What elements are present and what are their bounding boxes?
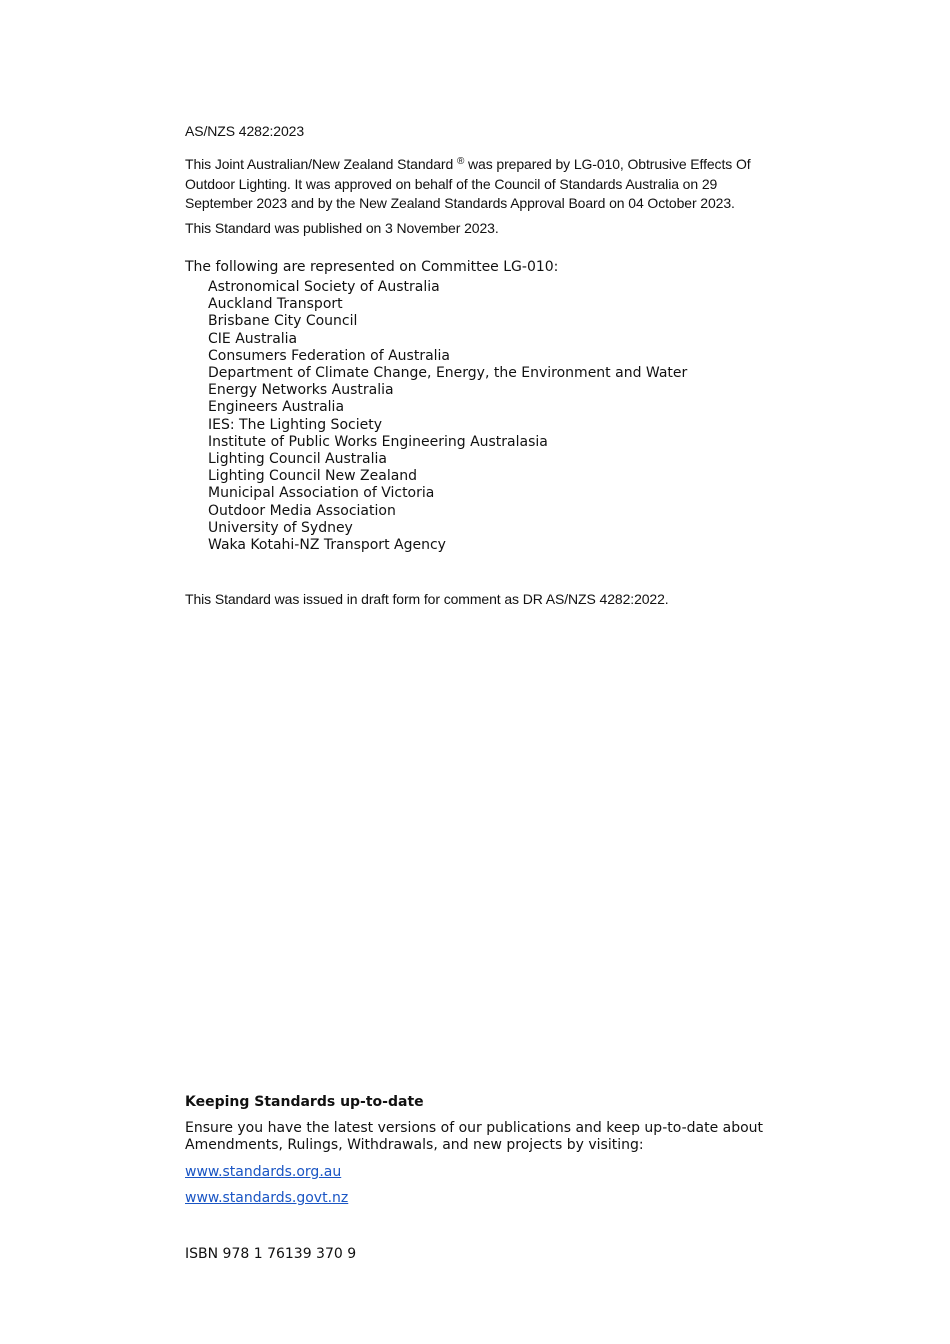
standards-au-link-line <box>185 1164 341 1181</box>
list-item: IES: The Lighting Society <box>208 416 382 433</box>
list-item: Energy Networks Australia <box>208 382 394 399</box>
list-item: CIE Australia <box>208 330 298 347</box>
standards-au-link[interactable]: www.standards.org.au <box>185 1164 342 1180</box>
keeping-up-to-date-heading: Keeping Standards up-to-date <box>185 1094 424 1110</box>
isbn: ISBN 978 1 76139 370 9 <box>185 1246 357 1262</box>
keeping-up-to-date-text: Ensure you have the latest versions of our publications and keep up-to-date about Amendments, Rulings, Withdrawals, and new projects by visiting: <box>185 1120 764 1154</box>
list-item: Consumers Federation of Australia <box>208 347 451 364</box>
list-item: Auckland Transport <box>208 296 343 313</box>
preparation-text-end: was prepared by LG-010, Obtrusive Effects Of Outdoor Lighting. It was approved on behalf of the Council of Standards Australia on 29 September 2023 and by the New Zealand Standards Approval Board on 04 October 2023. <box>185 156 751 211</box>
list-item: Lighting Council New Zealand <box>208 468 418 485</box>
list-item: Institute of Public Works Engineering Australasia <box>208 433 548 450</box>
list-item: Lighting Council Australia <box>208 451 387 468</box>
list-item: University of Sydney <box>208 519 353 536</box>
preparation-text-start: This Joint Australian/New Zealand Standard <box>185 156 457 172</box>
list-item: Astronomical Society of Australia <box>208 279 440 295</box>
standards-nz-link-line <box>185 1190 348 1207</box>
draft-note: This Standard was issued in draft form for comment as DR AS/NZS 4282:2022. <box>185 591 669 607</box>
list-item: Outdoor Media Association <box>208 502 396 519</box>
list-item: Department of Climate Change, Energy, the Environment and Water <box>208 365 688 382</box>
list-item: Brisbane City Council <box>208 313 358 330</box>
registered-mark: ® <box>456 156 465 167</box>
publication-date-note: This Standard was published on 3 November 2023. <box>185 220 499 236</box>
list-item: Engineers Australia <box>208 399 345 416</box>
document-code: AS/NZS 4282:2023 <box>185 123 305 139</box>
standards-nz-link[interactable]: www.standards.govt.nz <box>185 1190 349 1206</box>
committee-member-list <box>185 279 687 554</box>
committee-intro: The following are represented on Committee LG-010: <box>185 259 559 275</box>
list-item: Municipal Association of Victoria <box>208 485 435 502</box>
list-item: Waka Kotahi-NZ Transport Agency <box>208 537 446 554</box>
preparation-paragraph <box>185 155 775 214</box>
